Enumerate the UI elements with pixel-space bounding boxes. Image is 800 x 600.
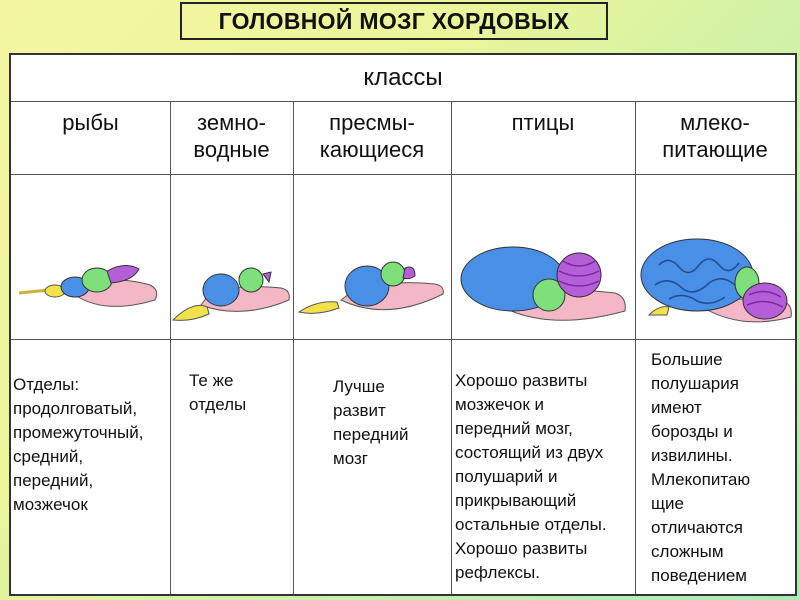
column-header-line: земно- [197, 110, 266, 135]
description-line: имеют [651, 398, 702, 417]
description-fish [13, 373, 169, 517]
column-header-fish [11, 109, 170, 136]
description-line: рефлексы. [455, 563, 540, 582]
description-amphibians [189, 369, 289, 417]
description-line: остальные отделы. [455, 515, 607, 534]
divider [451, 101, 452, 594]
description-reptiles [333, 375, 443, 471]
description-line: отделы [189, 395, 247, 414]
divider [11, 101, 795, 102]
description-line: мозжечок [13, 495, 88, 514]
brain-comparison-table [9, 53, 797, 596]
description-line: продолговатый, [13, 399, 138, 418]
column-header-birds [451, 109, 635, 136]
description-line: полушария [651, 374, 739, 393]
description-line: сложным [651, 542, 724, 561]
description-line: отличаются [651, 518, 743, 537]
description-birds [455, 369, 635, 585]
column-header-line: млеко- [680, 110, 750, 135]
column-header-line: водные [193, 137, 270, 162]
description-line: передний, [13, 471, 94, 490]
description-line: передний мозг, [455, 419, 573, 438]
description-line: прикрывающий [455, 491, 577, 510]
column-header-line: пресмы- [329, 110, 415, 135]
description-line: Хорошо развиты [455, 539, 588, 558]
description-line: полушарий и [455, 467, 558, 486]
reptile-brain-image [297, 250, 449, 335]
fish-brain-image [15, 245, 165, 325]
divider [170, 101, 171, 594]
description-line: поведением [651, 566, 747, 585]
description-line: Большие [651, 350, 723, 369]
description-line: Хорошо развиты [455, 371, 588, 390]
table-header-classes: классы [363, 64, 443, 91]
amphibian-brain-image [171, 250, 293, 335]
description-line: Млекопитаю [651, 470, 751, 489]
description-line: щие [651, 494, 684, 513]
mammal-brain-image [639, 235, 795, 335]
description-line: Те же [189, 371, 234, 390]
column-header-line: питающие [662, 137, 768, 162]
column-header-line: птицы [511, 110, 575, 135]
divider [635, 101, 636, 594]
description-line: борозды и [651, 422, 733, 441]
page-title: ГОЛОВНОЙ МОЗГ ХОРДОВЫХ [180, 2, 608, 40]
description-mammals [651, 348, 795, 588]
description-line: промежуточный, [13, 423, 144, 442]
divider [293, 101, 294, 594]
description-line: Отделы: [13, 375, 80, 394]
description-line: передний [333, 425, 409, 444]
description-line: развит [333, 401, 386, 420]
description-line: мозжечок и [455, 395, 544, 414]
description-line: состоящий из двух [455, 443, 604, 462]
description-line: Лучше [333, 377, 385, 396]
column-header-amphibians [170, 109, 293, 163]
column-header-line: рыбы [62, 110, 119, 135]
description-line: мозг [333, 449, 368, 468]
bird-brain-image [455, 241, 633, 336]
divider [11, 339, 795, 340]
column-header-line: кающиеся [319, 137, 425, 162]
description-line: средний, [13, 447, 84, 466]
divider [11, 174, 795, 175]
description-line: извилины. [651, 446, 733, 465]
column-header-mammals [635, 109, 795, 163]
column-header-reptiles [293, 109, 451, 163]
